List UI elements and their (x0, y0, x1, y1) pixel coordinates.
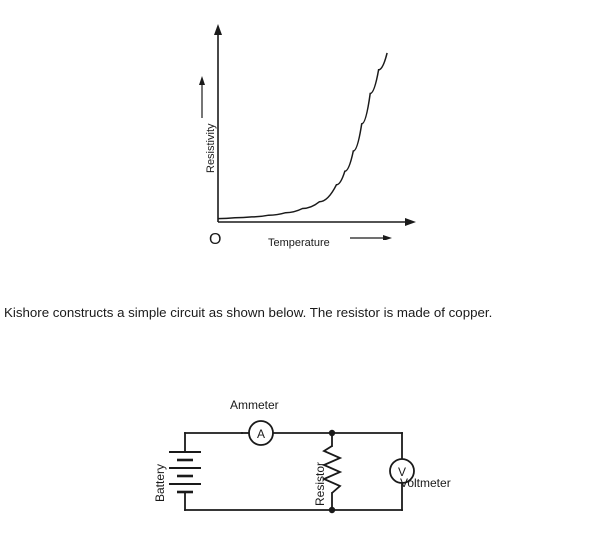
resistivity-curve (218, 53, 387, 219)
junction-dot-top (329, 430, 335, 436)
ammeter-label: Ammeter (230, 398, 279, 412)
junction-dot-bottom (329, 507, 335, 513)
x-axis-label: Temperature (268, 237, 330, 249)
question-paragraph: Kishore constructs a simple circuit as shown below. The resistor is made of copper. (4, 305, 493, 320)
y-axis-label: Resistivity (205, 123, 217, 173)
battery-symbol (169, 452, 201, 492)
battery-label-wrapper (140, 440, 167, 510)
voltmeter-symbol-letter: V (397, 465, 407, 479)
x-axis (218, 218, 416, 226)
battery-label: Battery (153, 463, 167, 502)
resistor-label: Resistor (313, 461, 327, 506)
ammeter-symbol-letter: A (256, 427, 266, 441)
circuit-svg (120, 380, 540, 548)
resistor-label-wrapper (300, 442, 327, 512)
x-direction-arrow (350, 235, 392, 240)
origin-label: O (209, 231, 222, 248)
circuit-diagram (0, 380, 609, 548)
y-axis-label-wrapper (192, 95, 217, 175)
voltmeter-label: Voltmeter (400, 476, 451, 490)
ammeter-symbol (249, 421, 273, 445)
